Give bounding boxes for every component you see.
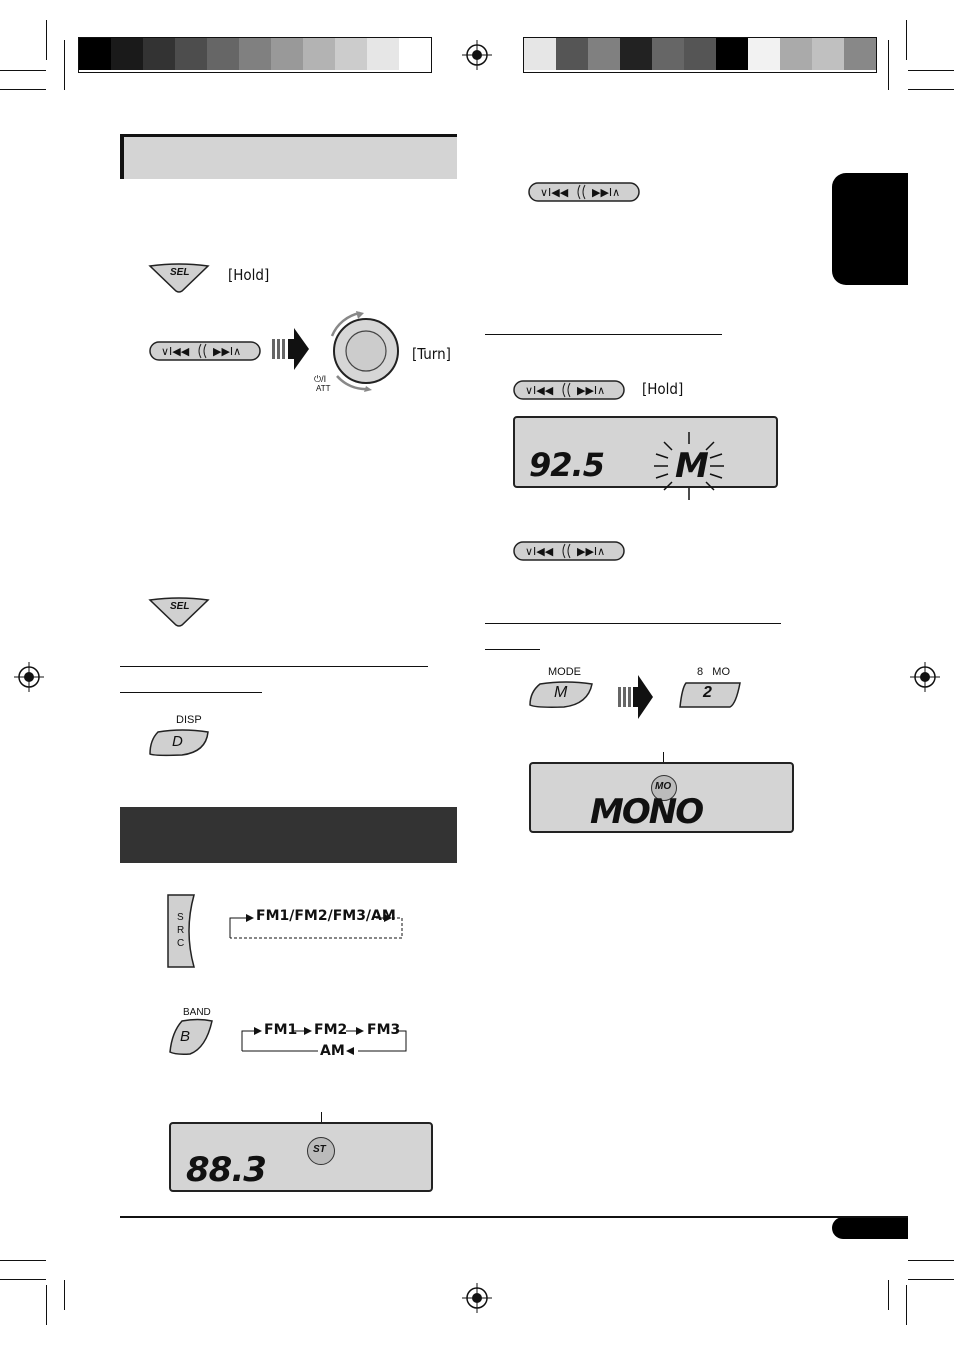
lcd-frequency: 92.5 [529, 446, 604, 484]
color-swatch [207, 38, 239, 70]
color-swatch [111, 38, 143, 70]
src-letter: C [177, 938, 185, 949]
disp-button-key: D [172, 733, 183, 750]
mode-button-key: M [554, 684, 568, 701]
lcd-memory-indicator: M [675, 446, 709, 486]
power-label: ⏻/I [314, 374, 327, 384]
color-swatch [175, 38, 207, 70]
st-indicator-label: ST [313, 1144, 326, 1155]
sel-button-label: SEL [170, 601, 190, 612]
band-button[interactable] [166, 1018, 216, 1056]
svg-text:∨I◀◀: ∨I◀◀ [540, 186, 569, 199]
color-swatch [303, 38, 335, 70]
crop-mark [46, 20, 47, 60]
color-swatch [79, 38, 111, 70]
preset-2-key: 2 [703, 684, 712, 701]
src-letter: R [177, 925, 185, 936]
seek-rocker-button[interactable] [528, 181, 640, 203]
crop-mark [0, 89, 46, 90]
color-swatch [844, 38, 876, 70]
mode-label: MODE [548, 666, 581, 678]
sel-button-label: SEL [170, 267, 190, 278]
subsection-rule [120, 666, 428, 667]
subsection-rule [485, 649, 540, 650]
color-swatch [556, 38, 588, 70]
crop-mark [906, 1285, 907, 1325]
svg-text:▶▶I∧: ▶▶I∧ [592, 186, 621, 199]
crop-mark [0, 1260, 46, 1261]
band-label: BAND [183, 1007, 211, 1018]
subsection-rule [120, 692, 262, 693]
color-swatch [748, 38, 780, 70]
crop-mark [908, 89, 954, 90]
att-label: ATT [316, 384, 331, 393]
control-dial-icon[interactable] [312, 306, 408, 392]
hold-label: [Hold] [642, 380, 684, 398]
color-swatch [780, 38, 812, 70]
lcd-frequency: 88.3 [186, 1150, 266, 1190]
color-swatch [524, 38, 556, 70]
arrow-right-icon [272, 326, 310, 372]
color-swatch [588, 38, 620, 70]
color-swatch [399, 38, 431, 70]
crop-mark [0, 1279, 46, 1280]
color-swatch [367, 38, 399, 70]
registration-mark-icon [462, 40, 492, 70]
language-tab [832, 173, 908, 285]
registration-mark-icon [462, 1283, 492, 1313]
svg-text:▶▶I∧: ▶▶I∧ [577, 545, 606, 558]
band-am: AM [320, 1043, 345, 1059]
disp-label: DISP [176, 714, 202, 726]
src-sequence: FM1/FM2/FM3/AM [256, 908, 396, 924]
crop-mark [64, 40, 65, 90]
seek-rocker-button[interactable] [513, 540, 625, 562]
color-swatch [812, 38, 844, 70]
turn-label: [Turn] [412, 345, 451, 363]
crop-mark [908, 70, 954, 71]
footer-rule [120, 1216, 908, 1218]
svg-text:▶▶I∧: ▶▶I∧ [577, 384, 606, 397]
seek-rocker-button[interactable] [513, 379, 625, 401]
src-letter: S [177, 912, 184, 923]
svg-text:▶▶I∧: ▶▶I∧ [213, 345, 242, 358]
color-swatch [652, 38, 684, 70]
crop-mark [908, 1260, 954, 1261]
seek-rocker-button[interactable] [149, 340, 261, 362]
svg-text:∨I◀◀: ∨I◀◀ [161, 345, 190, 358]
lcd-mono-text: MONO [590, 792, 703, 832]
crop-mark [46, 1285, 47, 1325]
band-fm3: FM3 [367, 1022, 401, 1038]
mo-indicator-label: MO [655, 781, 672, 792]
svg-text:∨I◀◀: ∨I◀◀ [525, 545, 554, 558]
band-button-key: B [180, 1028, 191, 1045]
color-swatch [620, 38, 652, 70]
crop-mark [908, 1279, 954, 1280]
registration-mark-icon [910, 662, 940, 692]
section-header-bar [120, 134, 457, 179]
crop-mark [888, 40, 889, 90]
color-swatch [716, 38, 748, 70]
arrow-right-icon [618, 673, 654, 721]
preset-top-label: 8 MO [697, 666, 731, 678]
section-header-dark [120, 807, 457, 863]
registration-mark-icon [14, 662, 44, 692]
crop-mark [64, 1280, 65, 1310]
color-swatch [239, 38, 271, 70]
crop-mark [906, 20, 907, 60]
hold-label: [Hold] [228, 266, 270, 284]
svg-text:∨I◀◀: ∨I◀◀ [525, 384, 554, 397]
color-swatch [271, 38, 303, 70]
color-swatch [335, 38, 367, 70]
subsection-rule [485, 623, 781, 624]
subsection-rule [485, 334, 722, 335]
crop-mark [888, 1280, 889, 1310]
color-swatch [143, 38, 175, 70]
page-number-tab [832, 1217, 908, 1239]
color-swatch [684, 38, 716, 70]
crop-mark [0, 70, 46, 71]
band-fm2: FM2 [314, 1022, 348, 1038]
band-fm1: FM1 [264, 1022, 298, 1038]
